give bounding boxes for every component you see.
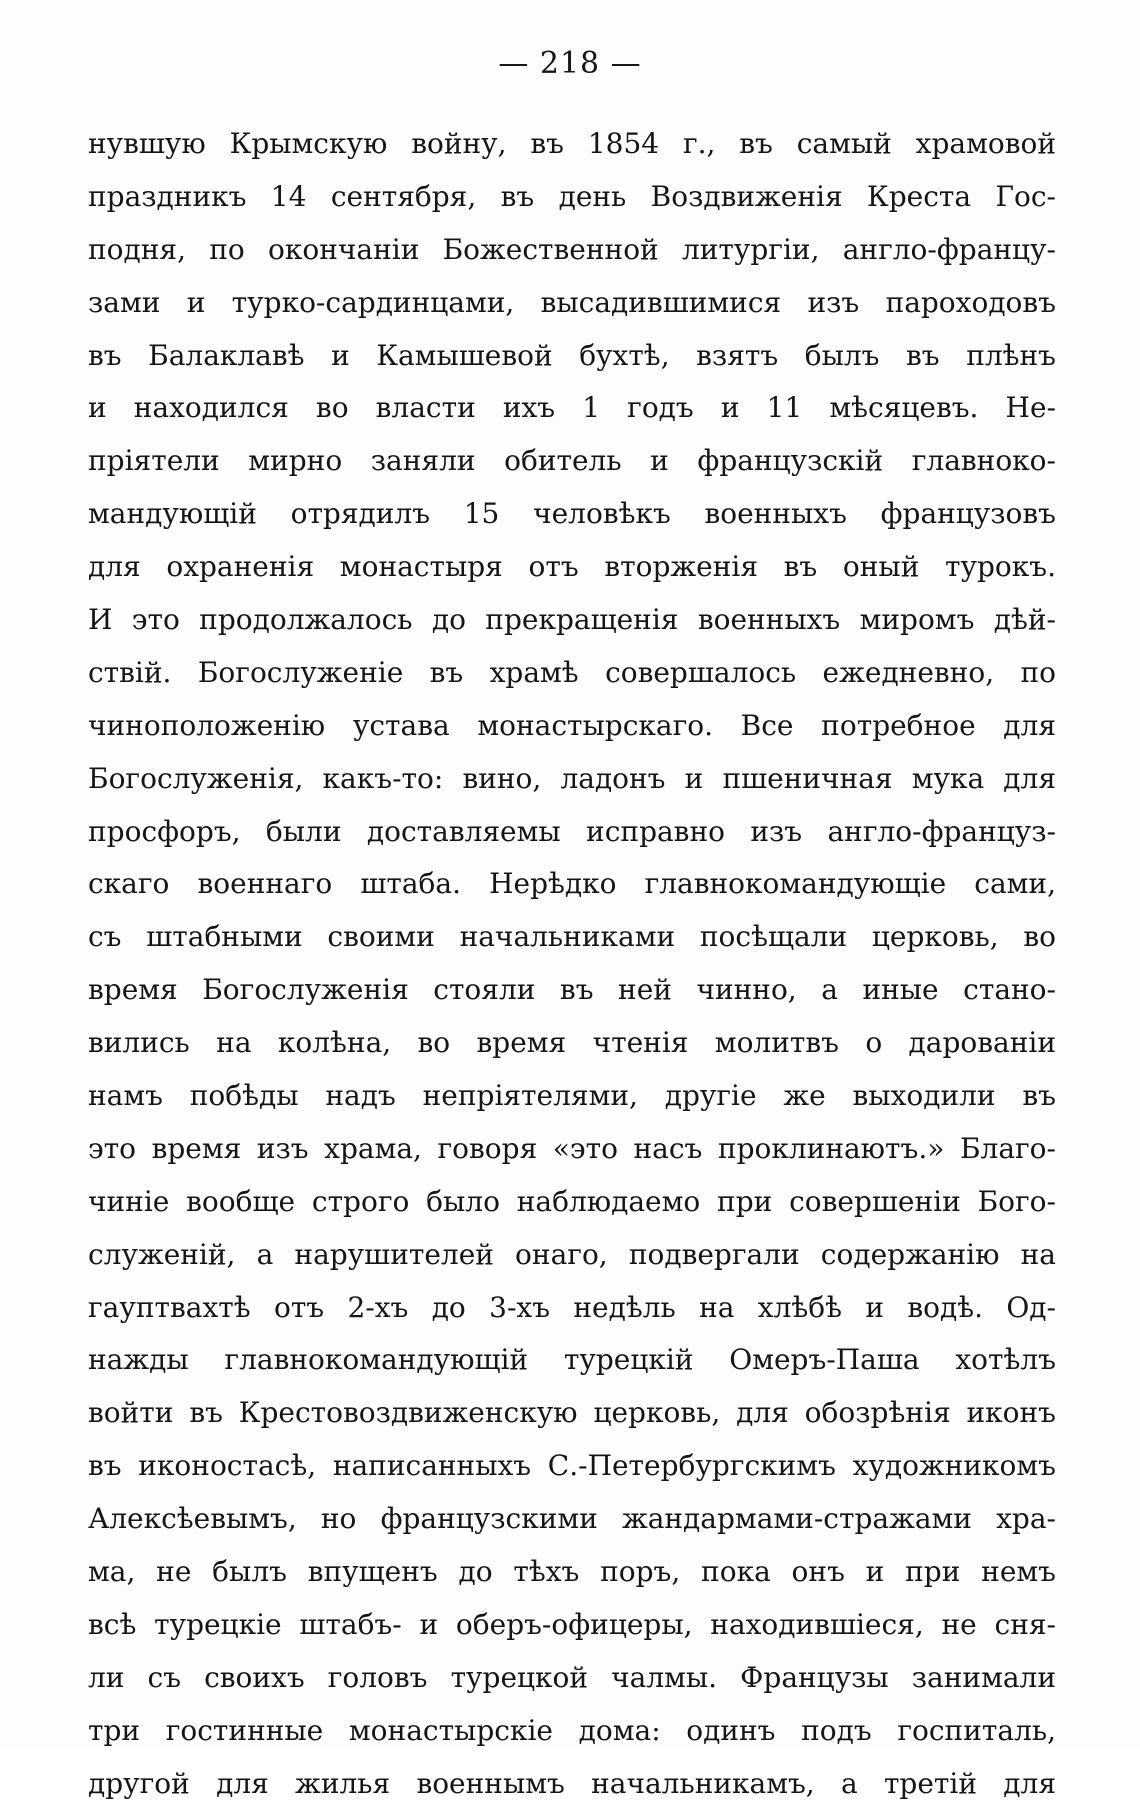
- text-line: въ Балаклавѣ и Камышевой бухтѣ, взятъ былъ въ плѣнъ: [88, 338, 1056, 372]
- text-line: время Богослуженія стояли въ ней чинно, а иные стано-: [88, 973, 1056, 1007]
- text-line: служеній, а нарушителей онаго, подвергали содержанію на: [88, 1237, 1056, 1271]
- text-line: съ штабными своими начальниками посѣщали церковь, во: [88, 920, 1056, 954]
- text-line: подня, по окончаніи Божественной литургіи, англо-францу-: [88, 232, 1056, 266]
- text-line: всѣ турецкіе штабъ- и оберъ-офицеры, находившіеся, не сня-: [88, 1607, 1056, 1641]
- text-line: праздникъ 14 сентября, въ день Воздвиженія Креста Гос-: [88, 179, 1056, 213]
- text-line: другой для жилья военнымъ начальникамъ, а третій для: [88, 1766, 1056, 1800]
- text-line: пріятели мирно заняли обитель и французскій главноко-: [88, 444, 1056, 478]
- text-line: просфоръ, были доставляемы исправно изъ англо-француз-: [88, 814, 1056, 848]
- text-line: вились на колѣна, во время чтенія молитвъ о дарованіи: [88, 1026, 1056, 1060]
- text-line: войти въ Крестовоздвиженскую церковь, для обозрѣнія иконъ: [88, 1396, 1056, 1430]
- text-line: Алексѣевымъ, но французскими жандармами-стражами хра-: [88, 1502, 1056, 1536]
- body-text: [88, 118, 1056, 1811]
- text-line: скаго военнаго штаба. Нерѣдко главнокомандующіе сами,: [88, 867, 1056, 901]
- text-line: намъ побѣды надъ непріятелями, другіе же выходили въ: [88, 1079, 1056, 1113]
- text-line: И это продолжалось до прекращенія военныхъ миромъ дѣй-: [88, 603, 1056, 637]
- text-line: для охраненія монастыря отъ вторженія въ оный турокъ.: [88, 550, 1056, 584]
- text-line: чиніе вообще строго было наблюдаемо при совершеніи Бого-: [88, 1184, 1056, 1218]
- text-line: гауптвахтѣ отъ 2-хъ до 3-хъ недѣль на хлѣбѣ и водѣ. Од-: [88, 1290, 1056, 1324]
- text-line: въ иконостасѣ, написанныхъ С.-Петербургскимъ художникомъ: [88, 1449, 1056, 1483]
- text-line: Богослуженія, какъ-то: вино, ладонъ и пшеничная мука для: [88, 761, 1056, 795]
- text-line: это время изъ храма, говоря «это насъ проклинаютъ.» Благо-: [88, 1131, 1056, 1165]
- text-line: нувшую Крымскую войну, въ 1854 г., въ самый храмовой: [88, 127, 1056, 160]
- text-line: мандующій отрядилъ 15 человѣкъ военныхъ французовъ: [88, 497, 1056, 531]
- text-line: чиноположенію устава монастырскаго. Все потребное для: [88, 708, 1056, 742]
- text-line: ли съ своихъ головъ турецкой чалмы. Французы занимали: [88, 1660, 1056, 1694]
- text-line: ствій. Богослуженіе въ храмѣ совершалось ежедневно, по: [88, 655, 1056, 689]
- text-line: ма, не былъ впущенъ до тѣхъ поръ, пока онъ и при немъ: [88, 1555, 1056, 1589]
- text-line: зами и турко-сардинцами, высадившимися изъ пароходовъ: [88, 285, 1056, 319]
- text-line: три гостинные монастырскіе дома: одинъ подъ госпиталь,: [88, 1713, 1056, 1747]
- text-line: и находился во власти ихъ 1 годъ и 11 мѣсяцевъ. Не-: [88, 391, 1056, 425]
- text-line: нажды главнокомандующій турецкій Омеръ-Паша хотѣлъ: [88, 1343, 1056, 1377]
- page-number: — 218 —: [498, 46, 642, 81]
